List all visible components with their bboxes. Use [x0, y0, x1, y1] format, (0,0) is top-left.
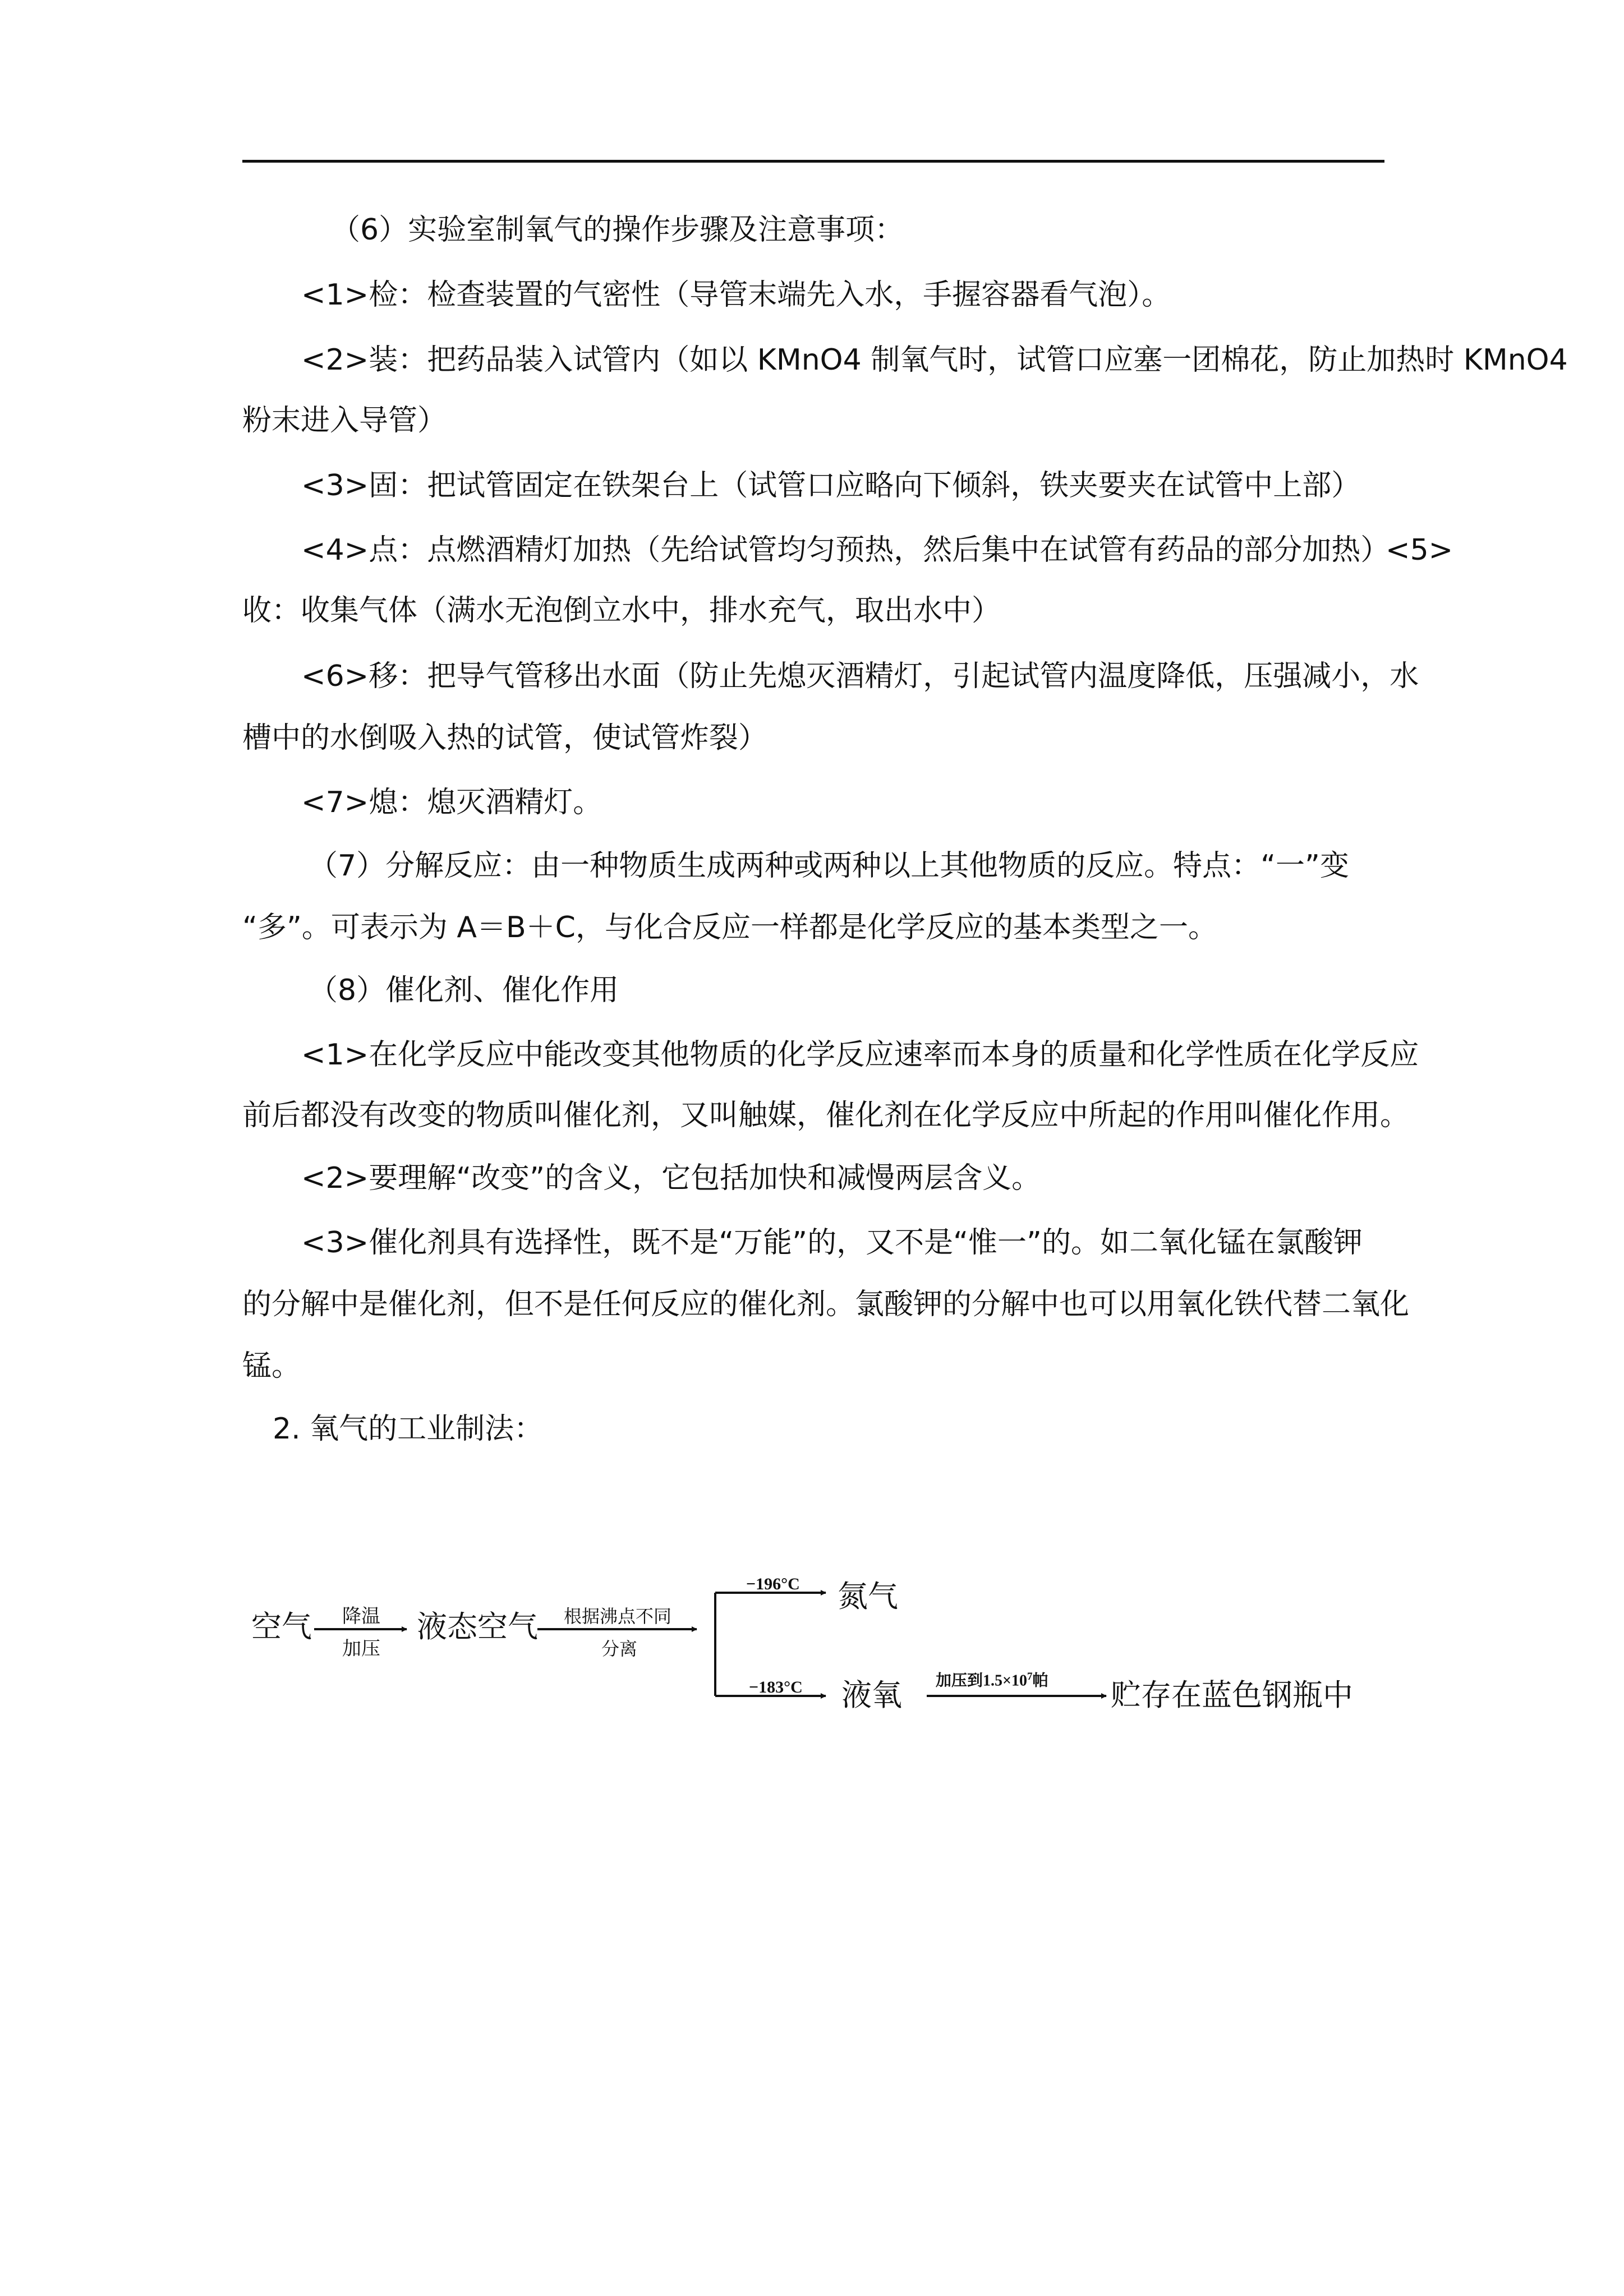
section8-p2: <2>要理解“改变”的含义，它包括加快和减慢两层含义。: [301, 1161, 1041, 1195]
step5-text: 收：收集气体（满水无泡倒立水中，排水充气，取出水中）: [242, 594, 1001, 628]
section7-line2: “多”。可表示为 A＝B＋C，与化合反应一样都是化学反应的基本类型之一。: [242, 911, 1217, 944]
arrow2-label-bottom: 分离: [601, 1639, 638, 1659]
step6-text-line2: 槽中的水倒吸入热的试管，使试管炸裂）: [242, 721, 768, 755]
section7-line1: （7）分解反应：由一种物质生成两种或两种以上其他物质的反应。特点：“一”变: [309, 849, 1349, 883]
step4-text: <4>点：点燃酒精灯加热（先给试管均匀预热，然后集中在试管有药品的部分加热）: [301, 533, 1390, 567]
branch-bottom-temperature: −183°C: [749, 1678, 803, 1696]
step5-number: <5>: [1386, 533, 1453, 567]
step3-text: <3>固：把试管固定在铁架台上（试管口应略向下倾斜，铁夹要夹在试管中上部）: [301, 469, 1361, 502]
step1-text: <1>检：检查装置的气密性（导管末端先入水，手握容器看气泡）。: [301, 278, 1171, 312]
arrow3-label: [936, 1671, 1048, 1689]
arrow3-label-unit: 帕: [1032, 1672, 1048, 1690]
section6-heading: （6）实验室制氧气的操作步骤及注意事项：: [331, 213, 904, 247]
step6-text-line1: <6>移：把导气管移出水面（防止先熄灭酒精灯，引起试管内温度降低，压强减小，水: [301, 660, 1419, 693]
industrial-heading: 2. 氧气的工业制法：: [273, 1412, 544, 1446]
section8-p1-line1: <1>在化学反应中能改变其他物质的化学反应速率而本身的质量和化学性质在化学反应: [301, 1038, 1419, 1072]
node-liquid-oxygen: 液氧: [841, 1679, 902, 1712]
section8-p3-line2: 的分解中是催化剂，但不是任何反应的催化剂。氯酸钾的分解中也可以用氧化铁代替二氧化: [242, 1288, 1410, 1321]
branch-top-temperature: −196°C: [746, 1575, 800, 1593]
arrow2-label-top: 根据沸点不同: [564, 1606, 672, 1626]
section8-p1-line2: 前后都没有改变的物质叫催化剂，又叫触媒，催化剂在化学反应中所起的作用叫催化作用。: [242, 1099, 1410, 1132]
step2-text-line2: 粉末进入导管）: [242, 404, 447, 437]
step7-text: <7>熄：熄灭酒精灯。: [301, 786, 602, 819]
node-nitrogen: 氮气: [838, 1580, 898, 1613]
section8-p3-line3: 锰。: [242, 1349, 301, 1383]
arrow1-label-bottom: 加压: [342, 1639, 380, 1659]
section8-heading: （8）催化剂、催化作用: [309, 974, 619, 1007]
arrow3-label-exponent: 7: [1027, 1671, 1033, 1682]
node-liquid-air: 液态空气: [417, 1610, 538, 1644]
section8-p3-line1: <3>催化剂具有选择性，既不是“万能”的，又不是“惟一”的。如二氧化锰在氯酸钾: [301, 1226, 1363, 1260]
arrow1-label-top: 降温: [342, 1606, 380, 1627]
node-storage: 贮存在蓝色钢瓶中: [1111, 1679, 1353, 1712]
step2-text-line1: <2>装：把药品装入试管内（如以 KMnO4 制氧气时，试管口应塞一团棉花，防止加热时 KMnO4: [301, 343, 1568, 377]
arrow3-label-main: 加压到1.5×10: [936, 1672, 1027, 1690]
node-air: 空气: [251, 1610, 312, 1644]
